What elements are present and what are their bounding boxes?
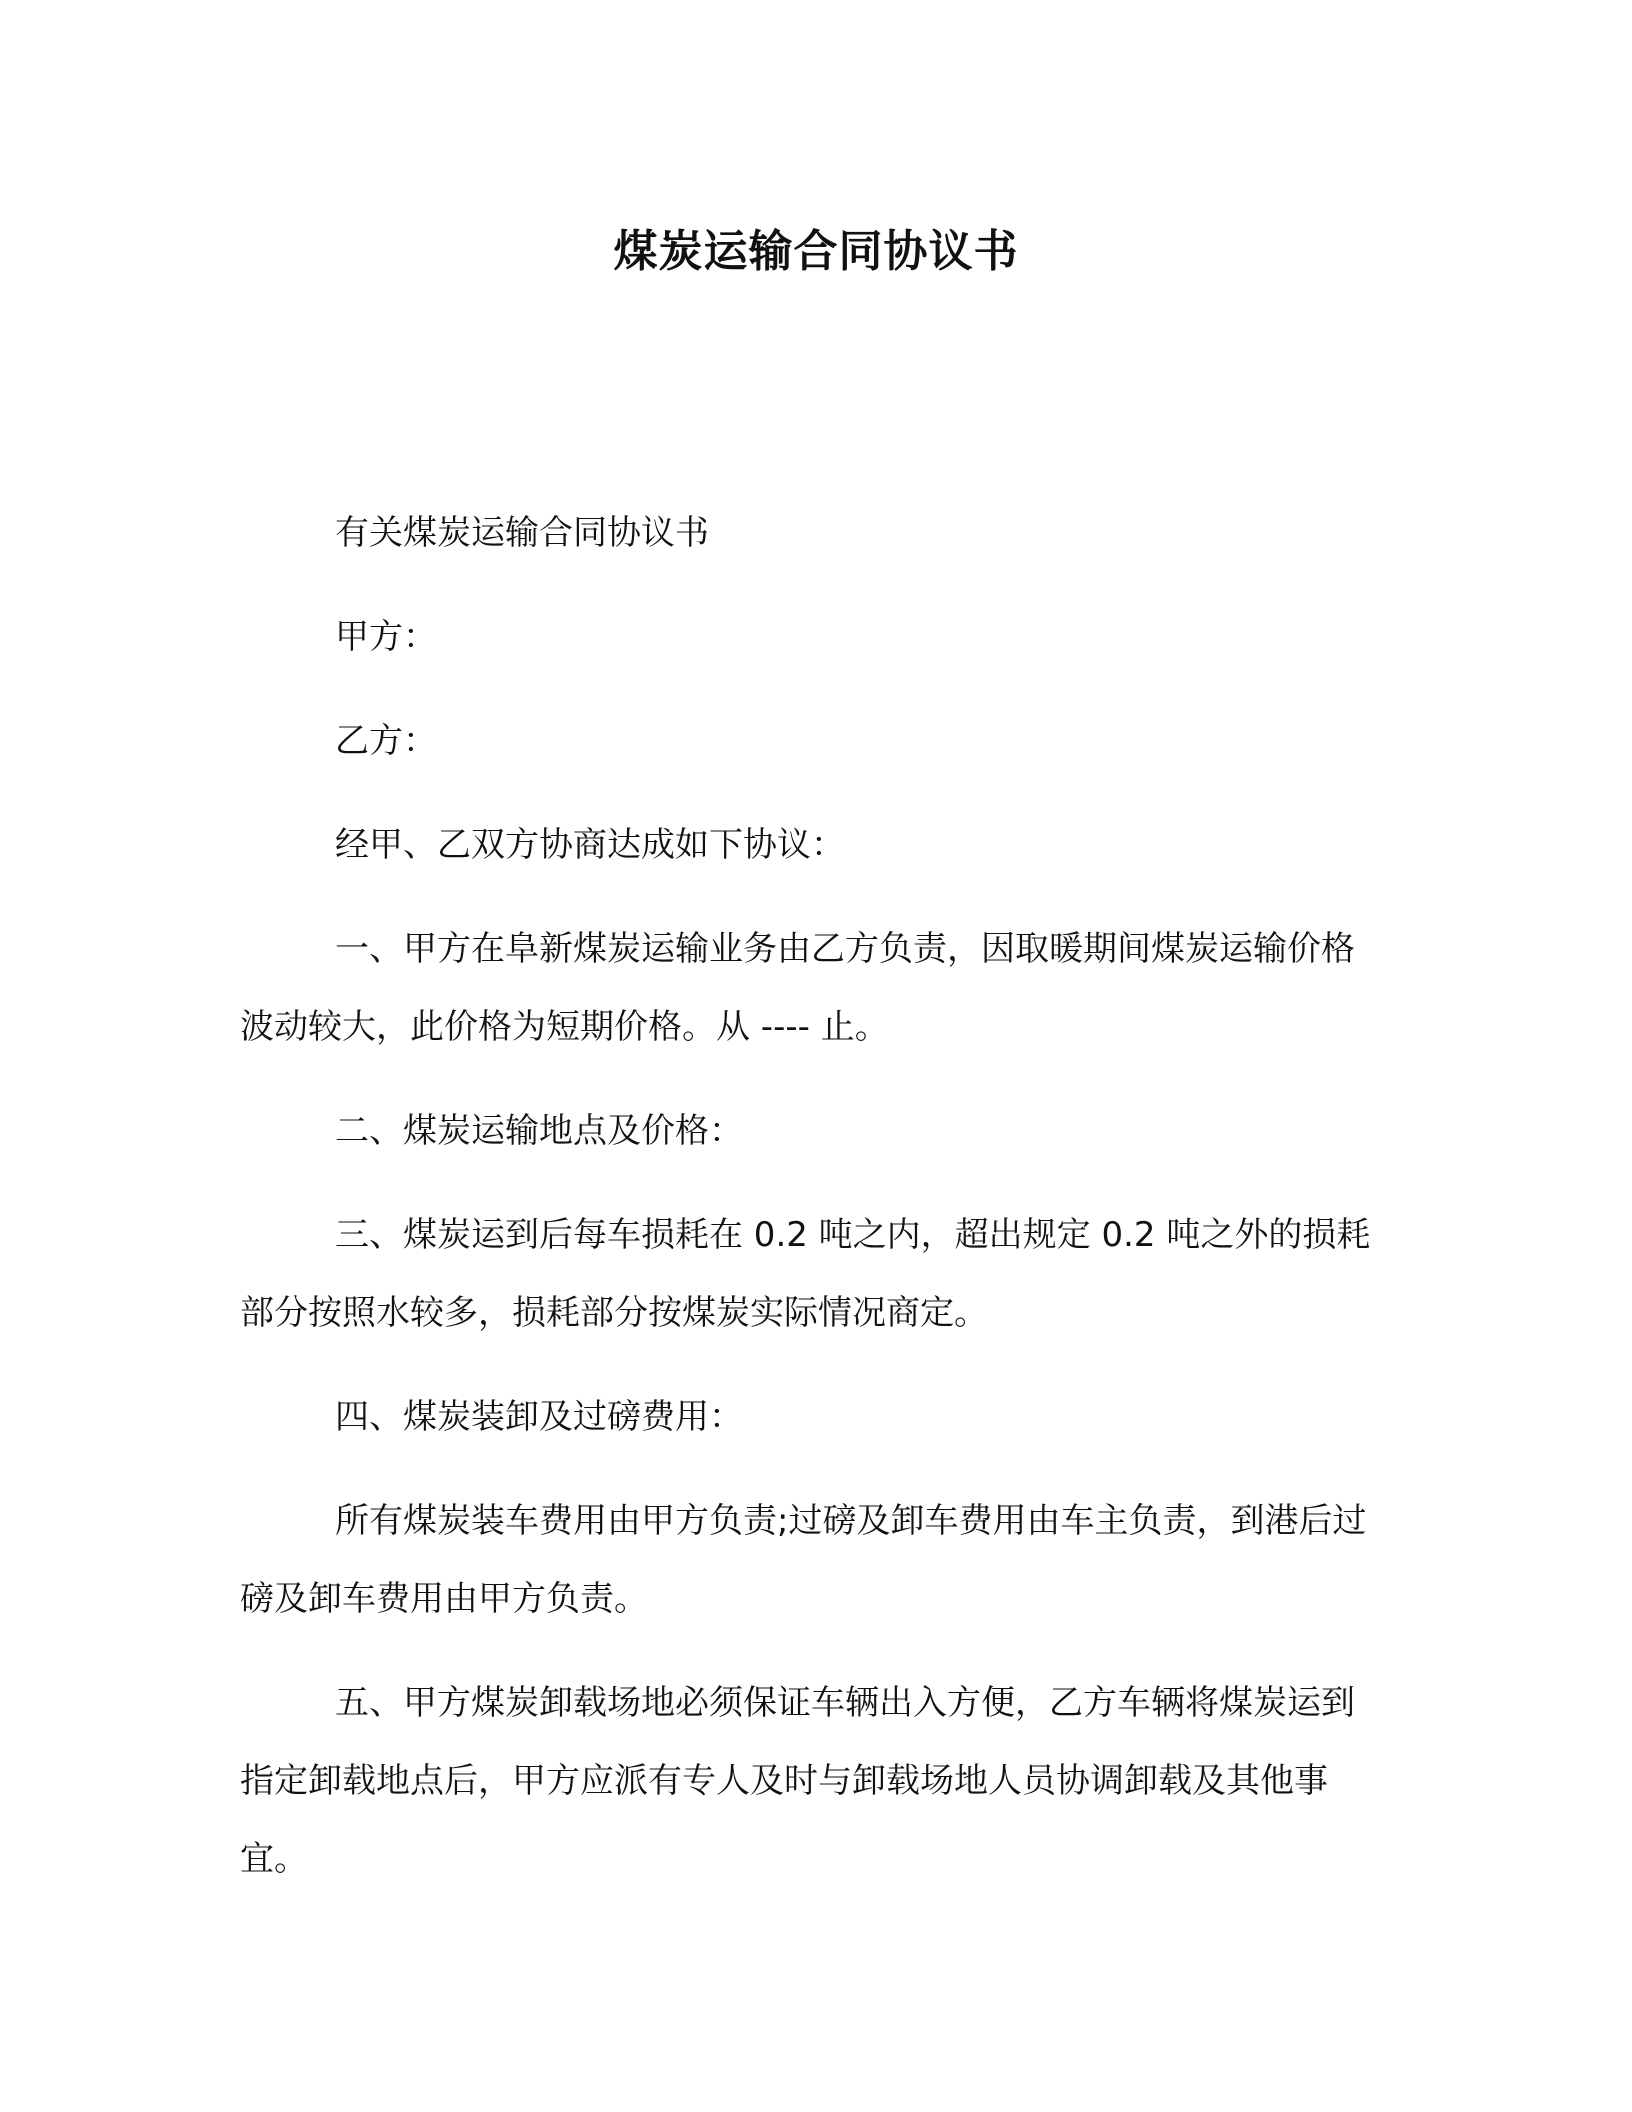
paragraph-clause-3: 三、煤炭运到后每车损耗在 0.2 吨之内，超出规定 0.2 吨之外的损耗部分按照水较多，损耗部分按煤炭实际情况商定。	[240, 1215, 1371, 1333]
paragraph-agreement-intro: 经甲、乙双方协商达成如下协议：	[335, 825, 845, 865]
paragraph-party-b: 乙方：	[335, 721, 437, 761]
paragraph-clause-4: 四、煤炭装卸及过磅费用：	[335, 1397, 743, 1437]
document-title: 煤炭运输合同协议书	[613, 226, 1019, 277]
paragraph-party-a: 甲方：	[335, 617, 437, 657]
paragraph-subtitle: 有关煤炭运输合同协议书	[335, 513, 709, 553]
paragraph-clause-1: 一、甲方在阜新煤炭运输业务由乙方负责，因取暖期间煤炭运输价格波动较大，此价格为短期价格。从 ---- 止。	[240, 929, 1355, 1047]
document-body	[240, 494, 1380, 1924]
paragraph-clause-5: 五、甲方煤炭卸载场地必须保证车辆出入方便，乙方车辆将煤炭运到指定卸载地点后，甲方应派有专人及时与卸载场地人员协调卸载及其他事宜。	[240, 1683, 1355, 1879]
paragraph-clause-4-detail: 所有煤炭装车费用由甲方负责;过磅及卸车费用由车主负责，到港后过磅及卸车费用由甲方负责。	[240, 1501, 1367, 1619]
paragraph-clause-2: 二、煤炭运输地点及价格：	[335, 1111, 743, 1151]
